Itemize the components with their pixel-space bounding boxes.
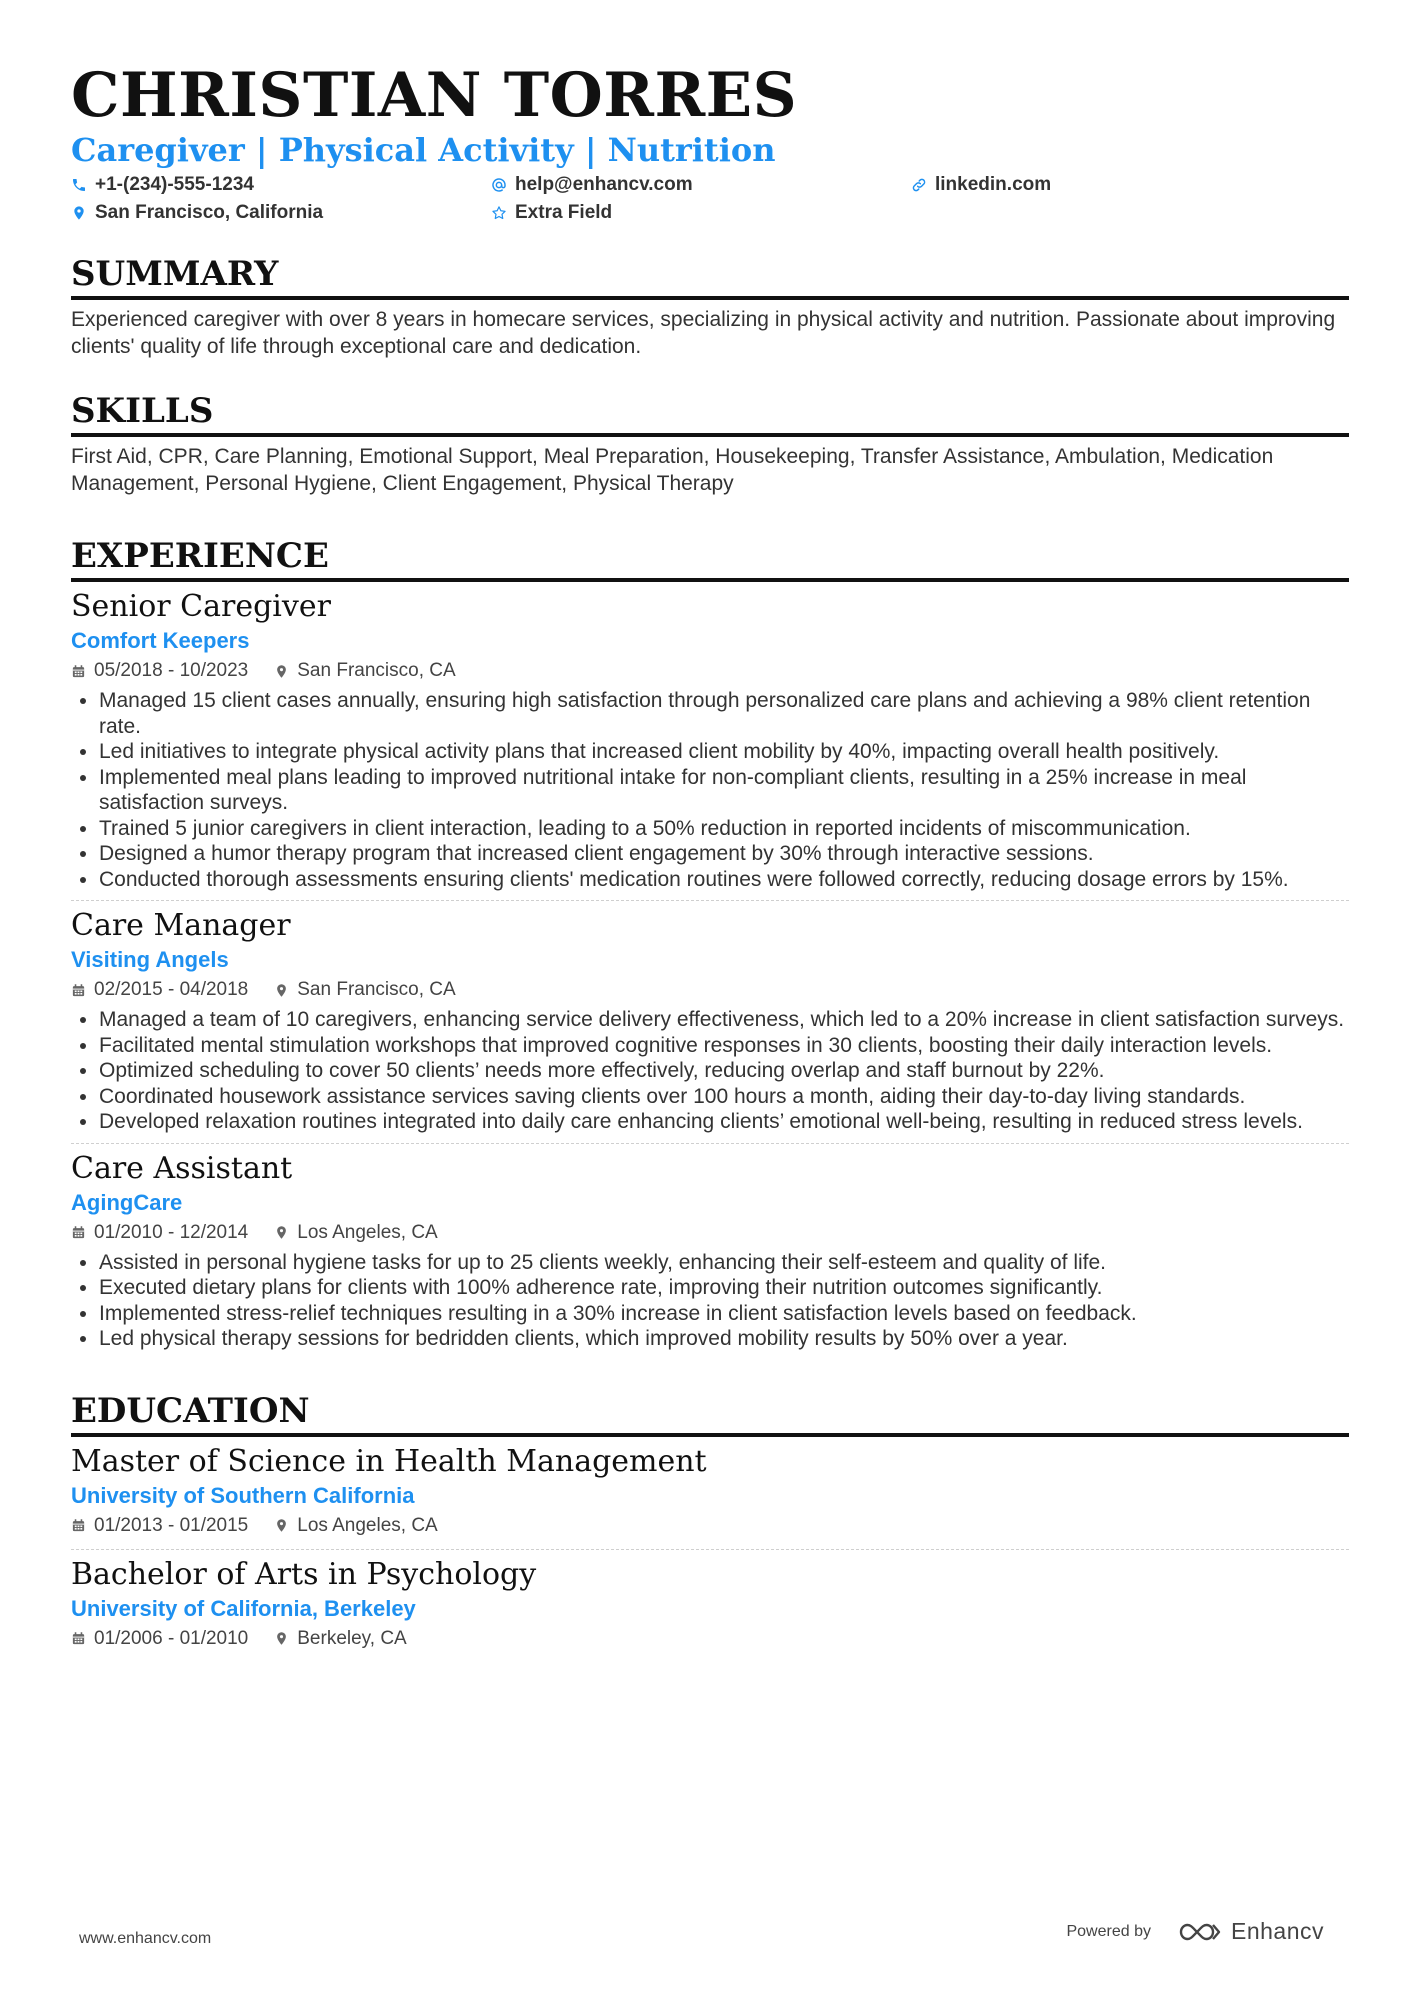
job-title: Care Manager bbox=[71, 908, 291, 943]
calendar-icon bbox=[71, 664, 86, 679]
entry-divider bbox=[71, 1143, 1349, 1144]
footer-powered-by bbox=[1066, 1918, 1324, 1945]
contact-email-text: help@enhancv.com bbox=[515, 174, 693, 195]
resume-page bbox=[71, 60, 1349, 1654]
education-dates: 01/2006 - 01/2010 bbox=[94, 1627, 249, 1649]
calendar-icon bbox=[71, 1631, 86, 1646]
job-location-group bbox=[274, 1218, 437, 1248]
location-pin-icon bbox=[274, 983, 289, 998]
job-location: San Francisco, CA bbox=[297, 660, 456, 681]
degree-title: Bachelor of Arts in Psychology bbox=[71, 1556, 537, 1592]
contact-linkedin[interactable] bbox=[911, 173, 1331, 197]
calendar-icon bbox=[71, 983, 86, 998]
education-meta bbox=[71, 1624, 1349, 1654]
company-name: Visiting Angels bbox=[71, 947, 229, 972]
bullet-item: • Optimized scheduling to cover 50 clients’ needs more effectively, reducing overlap and staff burnout by 22%. bbox=[99, 1058, 1349, 1084]
education-section bbox=[71, 1390, 1349, 1654]
job-title: Care Assistant bbox=[71, 1150, 293, 1186]
contact-linkedin-text: linkedin.com bbox=[935, 174, 1052, 195]
skills-text: First Aid, CPR, Care Planning, Emotional Support, Meal Preparation, Housekeeping, Transfer Assistance, Ambulation, Medication Management, Personal Hygiene, Client Engagement, Physical Therapy bbox=[71, 445, 1274, 495]
education-location: Berkeley, CA bbox=[297, 1627, 407, 1649]
education-meta bbox=[71, 1511, 1349, 1541]
entry-divider bbox=[71, 1549, 1349, 1550]
calendar-icon bbox=[71, 1518, 86, 1533]
education-entry bbox=[71, 1556, 1349, 1654]
bullet-item: • Executed dietary plans for clients with 100% adherence rate, improving their nutrition outcomes significantly. bbox=[99, 1275, 1349, 1301]
experience-heading: EXPERIENCE bbox=[71, 535, 1349, 582]
candidate-title: Caregiver | Physical Activity | Nutrition bbox=[71, 131, 776, 169]
location-pin-icon bbox=[274, 1631, 289, 1646]
location-pin-icon bbox=[274, 664, 289, 679]
job-location: Los Angeles, CA bbox=[297, 1221, 438, 1243]
job-bullets bbox=[71, 1007, 1349, 1135]
link-icon bbox=[911, 177, 927, 193]
contact-extra-field bbox=[491, 201, 911, 225]
location-pin-icon bbox=[274, 1225, 289, 1240]
school-name: University of Southern California bbox=[71, 1482, 415, 1508]
contact-list bbox=[71, 173, 1349, 225]
brand-name: Enhancv bbox=[1230, 1918, 1324, 1944]
location-pin-icon bbox=[71, 205, 87, 221]
candidate-name: CHRISTIAN TORRES bbox=[71, 60, 798, 131]
at-icon bbox=[491, 177, 507, 193]
entry-divider bbox=[71, 900, 1349, 901]
footer-website[interactable]: www.enhancv.com bbox=[79, 1930, 212, 1947]
job-title: Senior Caregiver bbox=[71, 589, 331, 624]
calendar-icon bbox=[71, 1225, 86, 1240]
bullet-item: • Led initiatives to integrate physical activity plans that increased client mobility by 40%, impacting overall health positively. bbox=[99, 739, 1349, 765]
job-location: San Francisco, CA bbox=[297, 979, 456, 1000]
phone-icon bbox=[71, 177, 87, 193]
skills-section bbox=[71, 390, 1349, 497]
bullet-item: • Facilitated mental stimulation workshops that improved cognitive responses in 30 clients, boosting their daily interaction levels. bbox=[99, 1033, 1349, 1059]
contact-location-text: San Francisco, California bbox=[95, 202, 324, 223]
summary-section bbox=[71, 253, 1349, 360]
job-bullets bbox=[71, 688, 1349, 892]
job-bullets bbox=[71, 1250, 1349, 1352]
contact-email[interactable] bbox=[491, 173, 911, 197]
job-meta bbox=[71, 656, 1349, 686]
contact-phone-text: +1-(234)-555-1234 bbox=[95, 174, 254, 195]
job-meta bbox=[71, 1218, 1349, 1248]
contact-phone bbox=[71, 173, 491, 197]
bullet-item: • Developed relaxation routines integrated into daily care enhancing clients’ emotional well-being, resulting in reduced stress levels. bbox=[99, 1109, 1349, 1135]
job-dates: 02/2015 - 04/2018 bbox=[94, 979, 249, 1000]
education-dates: 01/2013 - 01/2015 bbox=[94, 1514, 249, 1536]
school-name: University of California, Berkeley bbox=[71, 1595, 416, 1621]
experience-entry bbox=[71, 588, 1349, 901]
bullet-item: • Implemented stress-relief techniques resulting in a 30% increase in client satisfaction levels based on feedback. bbox=[99, 1301, 1349, 1327]
job-dates: 01/2010 - 12/2014 bbox=[94, 1221, 249, 1243]
education-heading: EDUCATION bbox=[71, 1390, 1349, 1437]
location-pin-icon bbox=[274, 1518, 289, 1533]
bullet-item: • Managed a team of 10 caregivers, enhancing service delivery effectiveness, which led to a 20% increase in client satisfaction surveys. bbox=[99, 1007, 1349, 1033]
enhancv-logo-icon bbox=[1177, 1920, 1223, 1944]
summary-text: Experienced caregiver with over 8 years in homecare services, specializing in physical activity and nutrition. Passionate about improving clients' quality of life through exceptional care and dedication. bbox=[71, 308, 1336, 358]
skills-heading: SKILLS bbox=[71, 390, 1349, 437]
job-location-group bbox=[274, 975, 455, 1005]
bullet-item: • Trained 5 junior caregivers in client interaction, leading to a 50% reduction in reported incidents of miscommunication. bbox=[99, 816, 1349, 842]
bullet-item: • Managed 15 client cases annually, ensuring high satisfaction through personalized care plans and achieving a 98% client retention rate. bbox=[99, 688, 1349, 739]
resume-header bbox=[71, 60, 1349, 225]
bullet-item: • Coordinated housework assistance services saving clients over 100 hours a month, aiding their day-to-day living standards. bbox=[99, 1084, 1349, 1110]
education-location: Los Angeles, CA bbox=[297, 1514, 438, 1536]
bullet-item: • Assisted in personal hygiene tasks for up to 25 clients weekly, enhancing their self-esteem and quality of life. bbox=[99, 1250, 1349, 1276]
bullet-item: • Led physical therapy sessions for bedridden clients, which improved mobility results by 50% over a year. bbox=[99, 1326, 1349, 1352]
company-name: Comfort Keepers bbox=[71, 628, 250, 653]
education-location-group bbox=[274, 1624, 406, 1654]
job-dates: 05/2018 - 10/2023 bbox=[94, 660, 249, 681]
bullet-item: • Designed a humor therapy program that increased client engagement by 30% through interactive sessions. bbox=[99, 841, 1349, 867]
star-icon bbox=[491, 205, 507, 221]
experience-entry bbox=[71, 1150, 1349, 1352]
experience-entry bbox=[71, 907, 1349, 1144]
bullet-item: • Conducted thorough assessments ensuring clients' medication routines were followed correctly, reducing dosage errors by 15%. bbox=[99, 867, 1349, 893]
powered-by-label: Powered by bbox=[1066, 1922, 1151, 1940]
education-location-group bbox=[274, 1511, 437, 1541]
company-name: AgingCare bbox=[71, 1189, 183, 1215]
contact-location bbox=[71, 201, 491, 225]
experience-section bbox=[71, 535, 1349, 1352]
bullet-item: • Implemented meal plans leading to improved nutritional intake for non-compliant clients, resulting in a 25% increase in meal satisfaction surveys. bbox=[99, 765, 1349, 816]
degree-title: Master of Science in Health Management bbox=[71, 1443, 707, 1479]
job-meta bbox=[71, 975, 1349, 1005]
summary-heading: SUMMARY bbox=[71, 253, 1349, 300]
job-location-group bbox=[274, 656, 455, 686]
education-entry bbox=[71, 1443, 1349, 1550]
contact-extra-field-text: Extra Field bbox=[515, 202, 613, 223]
